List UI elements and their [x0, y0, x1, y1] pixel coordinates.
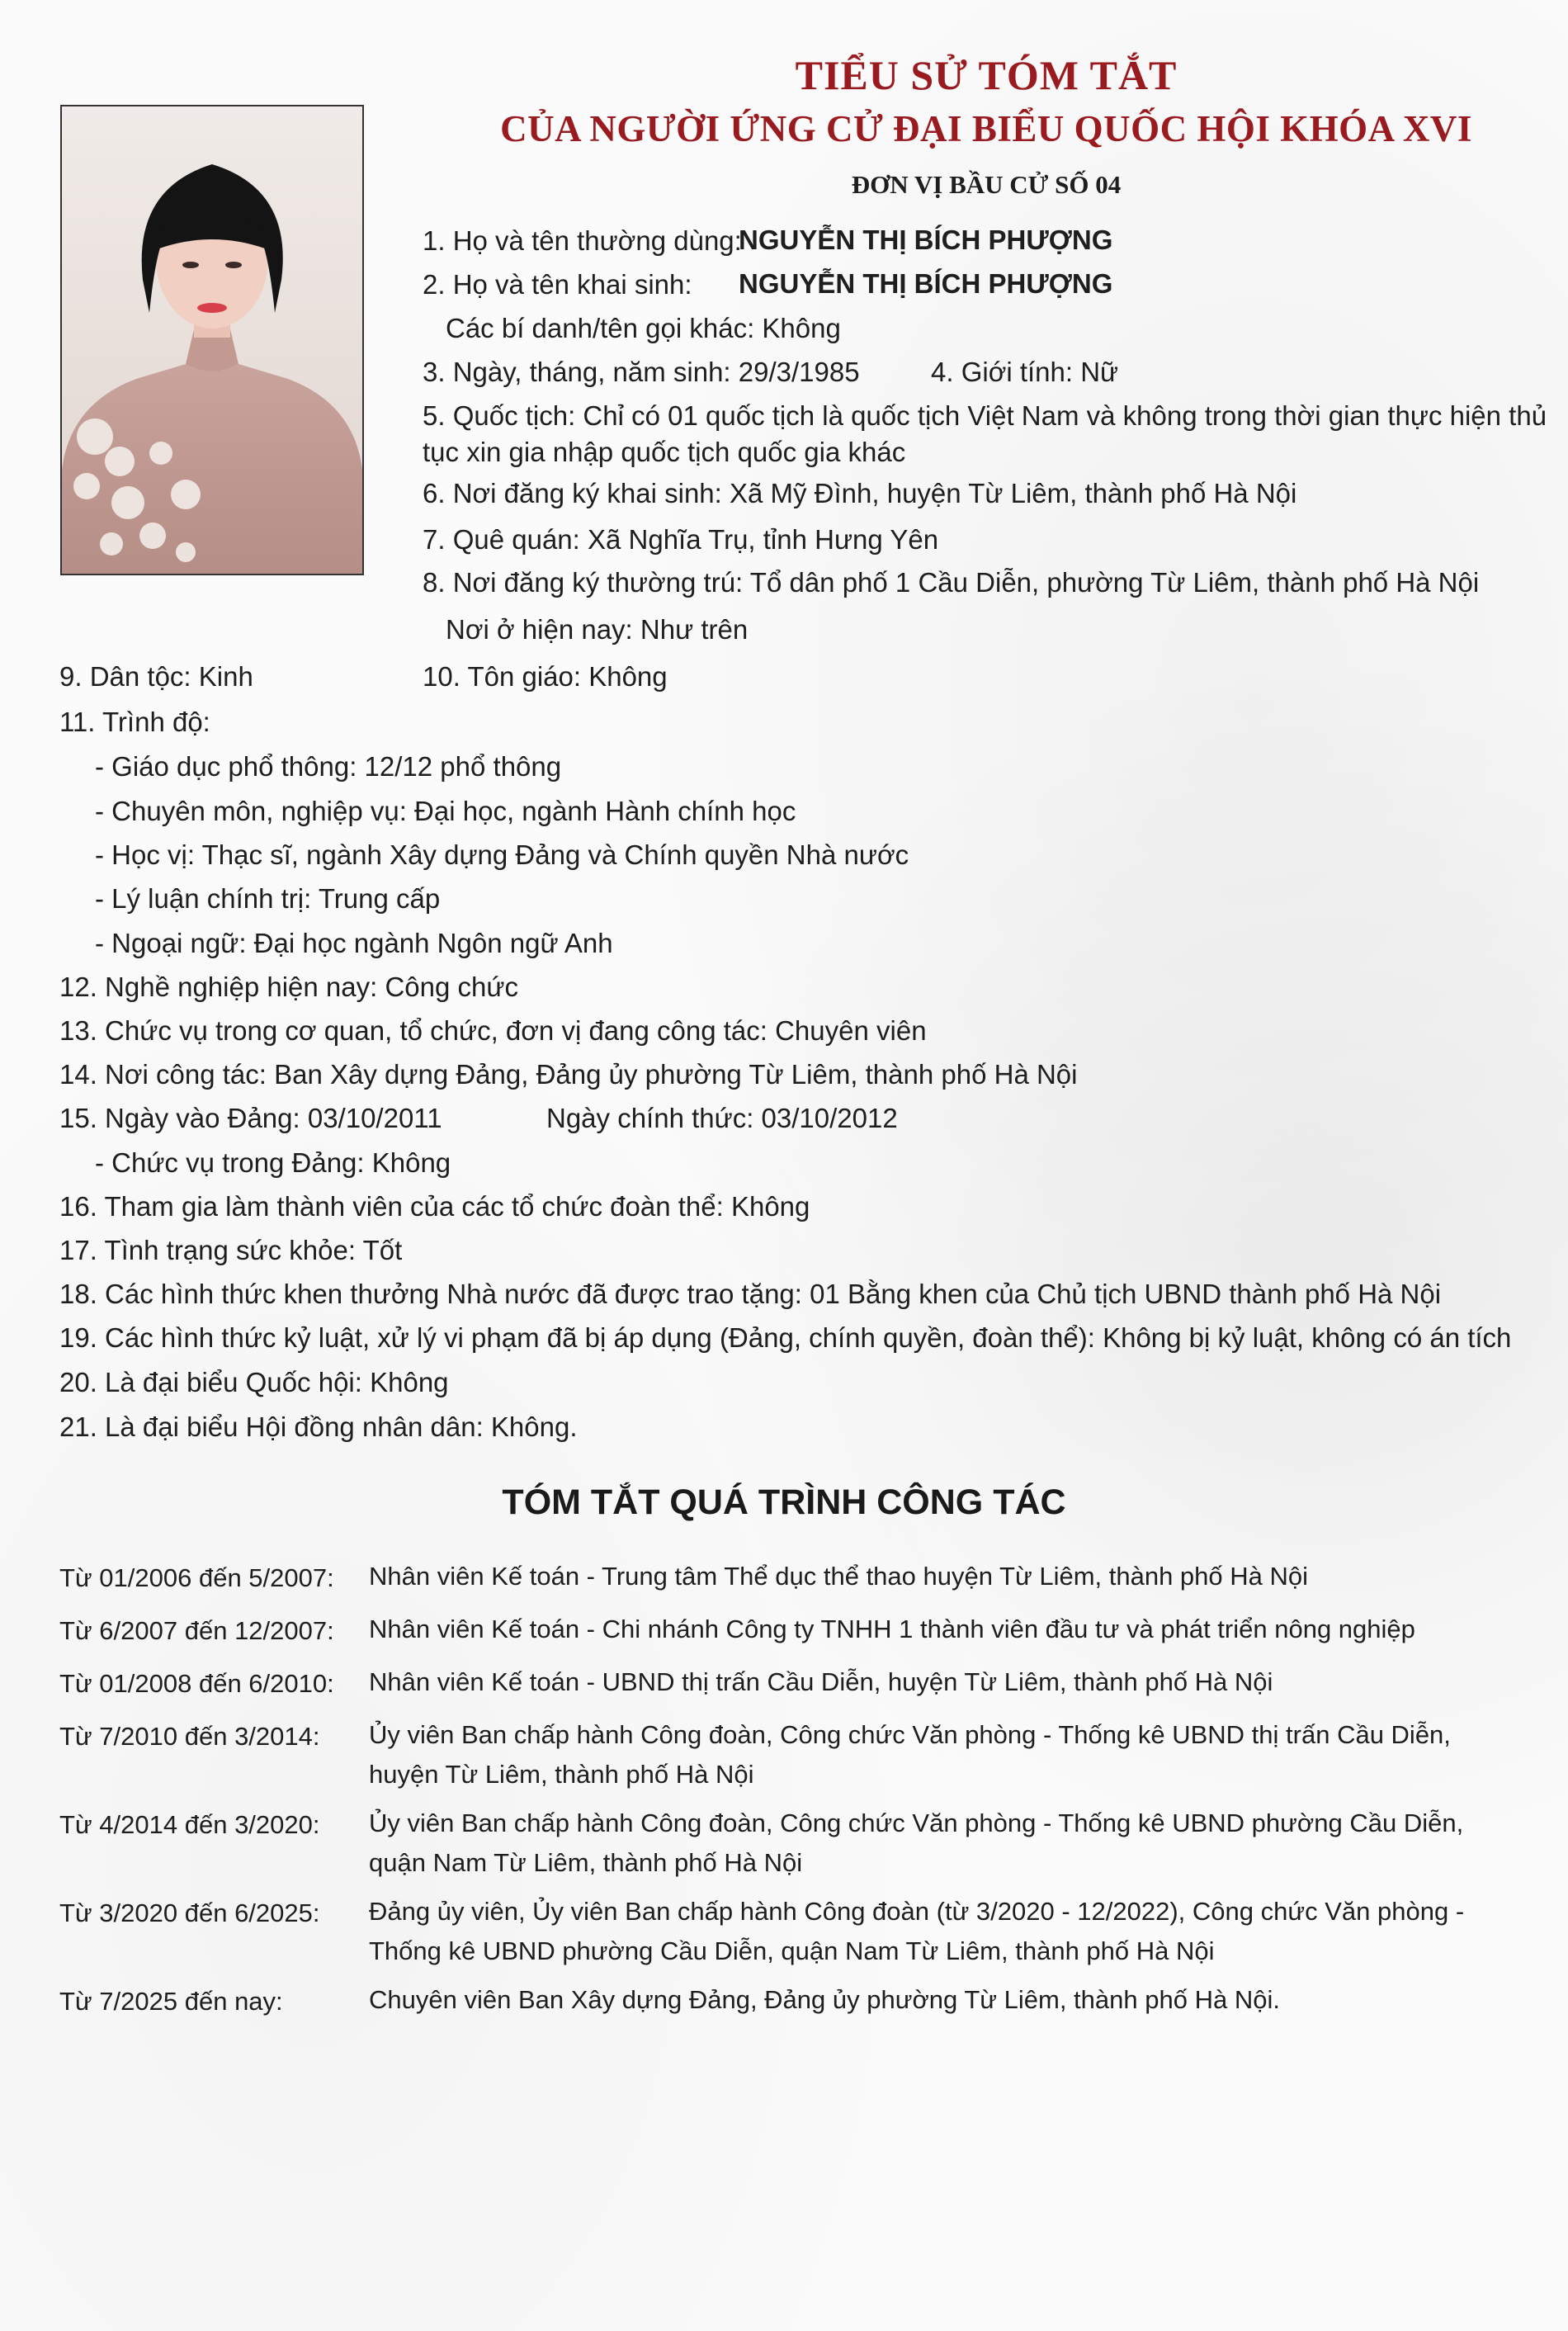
field-workplace: 14. Nơi công tác: Ban Xây dựng Đảng, Đảng ủy phường Từ Liêm, thành phố Hà Nội — [59, 1059, 1078, 1090]
career-description-line: huyện Từ Liêm, thành phố Hà Nội — [369, 1760, 754, 1789]
career-description-line: Nhân viên Kế toán - Trung tâm Thể dục thể thao huyện Từ Liêm, thành phố Hà Nội — [369, 1562, 1309, 1591]
field-religion: 10. Tôn giáo: Không — [423, 661, 668, 692]
field-date-of-birth: 3. Ngày, tháng, năm sinh: 29/3/1985 — [423, 357, 860, 387]
career-description — [369, 1557, 1491, 1596]
career-summary-heading: TÓM TẮT QUÁ TRÌNH CÔNG TÁC — [502, 1482, 1066, 1522]
career-description-line: quận Nam Từ Liêm, thành phố Hà Nội — [369, 1848, 803, 1877]
field-nationality-line-1: 5. Quốc tịch: Chỉ có 01 quốc tịch là quốc tịch Việt Nam và không trong thời gian thực hiện thủ — [423, 400, 1547, 431]
field-party-position: - Chức vụ trong Đảng: Không — [95, 1147, 451, 1178]
field-political-theory: - Lý luận chính trị: Trung cấp — [95, 883, 441, 914]
field-ethnicity: 9. Dân tộc: Kinh — [59, 661, 253, 692]
field-occupation: 12. Nghề nghiệp hiện nay: Công chức — [59, 972, 518, 1002]
field-national-assembly-delegate: 20. Là đại biểu Quốc hội: Không — [59, 1367, 449, 1397]
field-hometown: 7. Quê quán: Xã Nghĩa Trụ, tỉnh Hưng Yên — [423, 524, 939, 555]
field-birth-name-label: 2. Họ và tên khai sinh: — [423, 269, 692, 300]
field-peoples-council-delegate: 21. Là đại biểu Hội đồng nhân dân: Không. — [59, 1411, 578, 1442]
career-description — [369, 1892, 1491, 1971]
field-current-residence: Nơi ở hiện nay: Như trên — [446, 614, 749, 645]
document-subtitle: CỦA NGƯỜI ỨNG CỬ ĐẠI BIỂU QUỐC HỘI KHÓA XVI — [500, 108, 1472, 149]
career-description — [369, 1662, 1491, 1702]
field-general-education: - Giáo dục phổ thông: 12/12 phổ thông — [95, 751, 562, 782]
career-period: Từ 01/2006 đến 5/2007: — [59, 1563, 334, 1592]
career-period: Từ 01/2008 đến 6/2010: — [59, 1669, 334, 1698]
career-description-line: Chuyên viên Ban Xây dựng Đảng, Đảng ủy phường Từ Liêm, thành phố Hà Nội. — [369, 1985, 1280, 2014]
career-description — [369, 1980, 1491, 2020]
field-party-admission: 15. Ngày vào Đảng: 03/10/2011 — [59, 1103, 442, 1133]
field-common-name-label: 1. Họ và tên thường dùng: — [423, 225, 742, 256]
candidate-portrait — [60, 105, 364, 575]
field-academic-degree: - Học vị: Thạc sĩ, ngành Xây dựng Đảng và Chính quyền Nhà nước — [95, 839, 909, 870]
field-birth-registration: 6. Nơi đăng ký khai sinh: Xã Mỹ Đình, huyện Từ Liêm, thành phố Hà Nội — [423, 478, 1297, 508]
career-period: Từ 3/2020 đến 6/2025: — [59, 1898, 320, 1927]
career-period: Từ 4/2014 đến 3/2020: — [59, 1810, 320, 1839]
field-gender: 4. Giới tính: Nữ — [931, 357, 1119, 387]
field-health: 17. Tình trạng sức khỏe: Tốt — [59, 1235, 403, 1265]
document-title: TIỂU SỬ TÓM TẮT — [795, 52, 1178, 98]
field-organizations: 16. Tham gia làm thành viên của các tổ chức đoàn thể: Không — [59, 1191, 810, 1222]
career-description-line: Thống kê UBND phường Cầu Diễn, quận Nam Từ Liêm, thành phố Hà Nội — [369, 1936, 1215, 1965]
field-education-heading: 11. Trình độ: — [59, 707, 210, 737]
electoral-unit: ĐƠN VỊ BẦU CỬ SỐ 04 — [851, 170, 1122, 199]
career-description-line: Ủy viên Ban chấp hành Công đoàn, Công chức Văn phòng - Thống kê UBND phường Cầu Diễn, — [369, 1809, 1464, 1837]
field-birth-name-value: NGUYỄN THỊ BÍCH PHƯỢNG — [739, 268, 1113, 299]
field-position: 13. Chức vụ trong cơ quan, tổ chức, đơn vị đang công tác: Chuyên viên — [59, 1015, 927, 1046]
field-aliases: Các bí danh/tên gọi khác: Không — [446, 313, 841, 343]
field-professional-qualification: - Chuyên môn, nghiệp vụ: Đại học, ngành Hành chính học — [95, 796, 796, 826]
career-description — [369, 1804, 1491, 1883]
field-awards: 18. Các hình thức khen thưởng Nhà nước đã được trao tặng: 01 Bằng khen của Chủ tịch UBND thành phố Hà Nội — [59, 1279, 1442, 1309]
field-discipline: 19. Các hình thức kỷ luật, xử lý vi phạm đã bị áp dụng (Đảng, chính quyền, đoàn thể): Không bị kỷ luật, không có án tích — [59, 1322, 1512, 1353]
career-period: Từ 7/2010 đến 3/2014: — [59, 1722, 320, 1751]
career-description — [369, 1610, 1491, 1649]
career-description-line: Nhân viên Kế toán - UBND thị trấn Cầu Diễn, huyện Từ Liêm, thành phố Hà Nội — [369, 1667, 1273, 1696]
career-description-line: Nhân viên Kế toán - Chi nhánh Công ty TNHH 1 thành viên đầu tư và phát triển nông nghiệp — [369, 1615, 1415, 1643]
field-nationality-line-2: tục xin gia nhập quốc tịch quốc gia khác — [423, 437, 906, 467]
career-description-line: Ủy viên Ban chấp hành Công đoàn, Công chức Văn phòng - Thống kê UBND thị trấn Cầu Diễn, — [369, 1720, 1451, 1749]
field-foreign-language: - Ngoại ngữ: Đại học ngành Ngôn ngữ Anh — [95, 928, 613, 958]
career-description — [369, 1715, 1491, 1794]
career-period: Từ 6/2007 đến 12/2007: — [59, 1616, 334, 1645]
career-period: Từ 7/2025 đến nay: — [59, 1987, 283, 2016]
field-party-official-date: Ngày chính thức: 03/10/2012 — [546, 1103, 898, 1133]
field-common-name-value: NGUYỄN THỊ BÍCH PHƯỢNG — [739, 225, 1113, 255]
career-description-line: Đảng ủy viên, Ủy viên Ban chấp hành Công đoàn (từ 3/2020 - 12/2022), Công chức Văn phòng - — [369, 1897, 1465, 1926]
field-permanent-residence: 8. Nơi đăng ký thường trú: Tổ dân phố 1 Cầu Diễn, phường Từ Liêm, thành phố Hà Nội — [423, 567, 1480, 598]
